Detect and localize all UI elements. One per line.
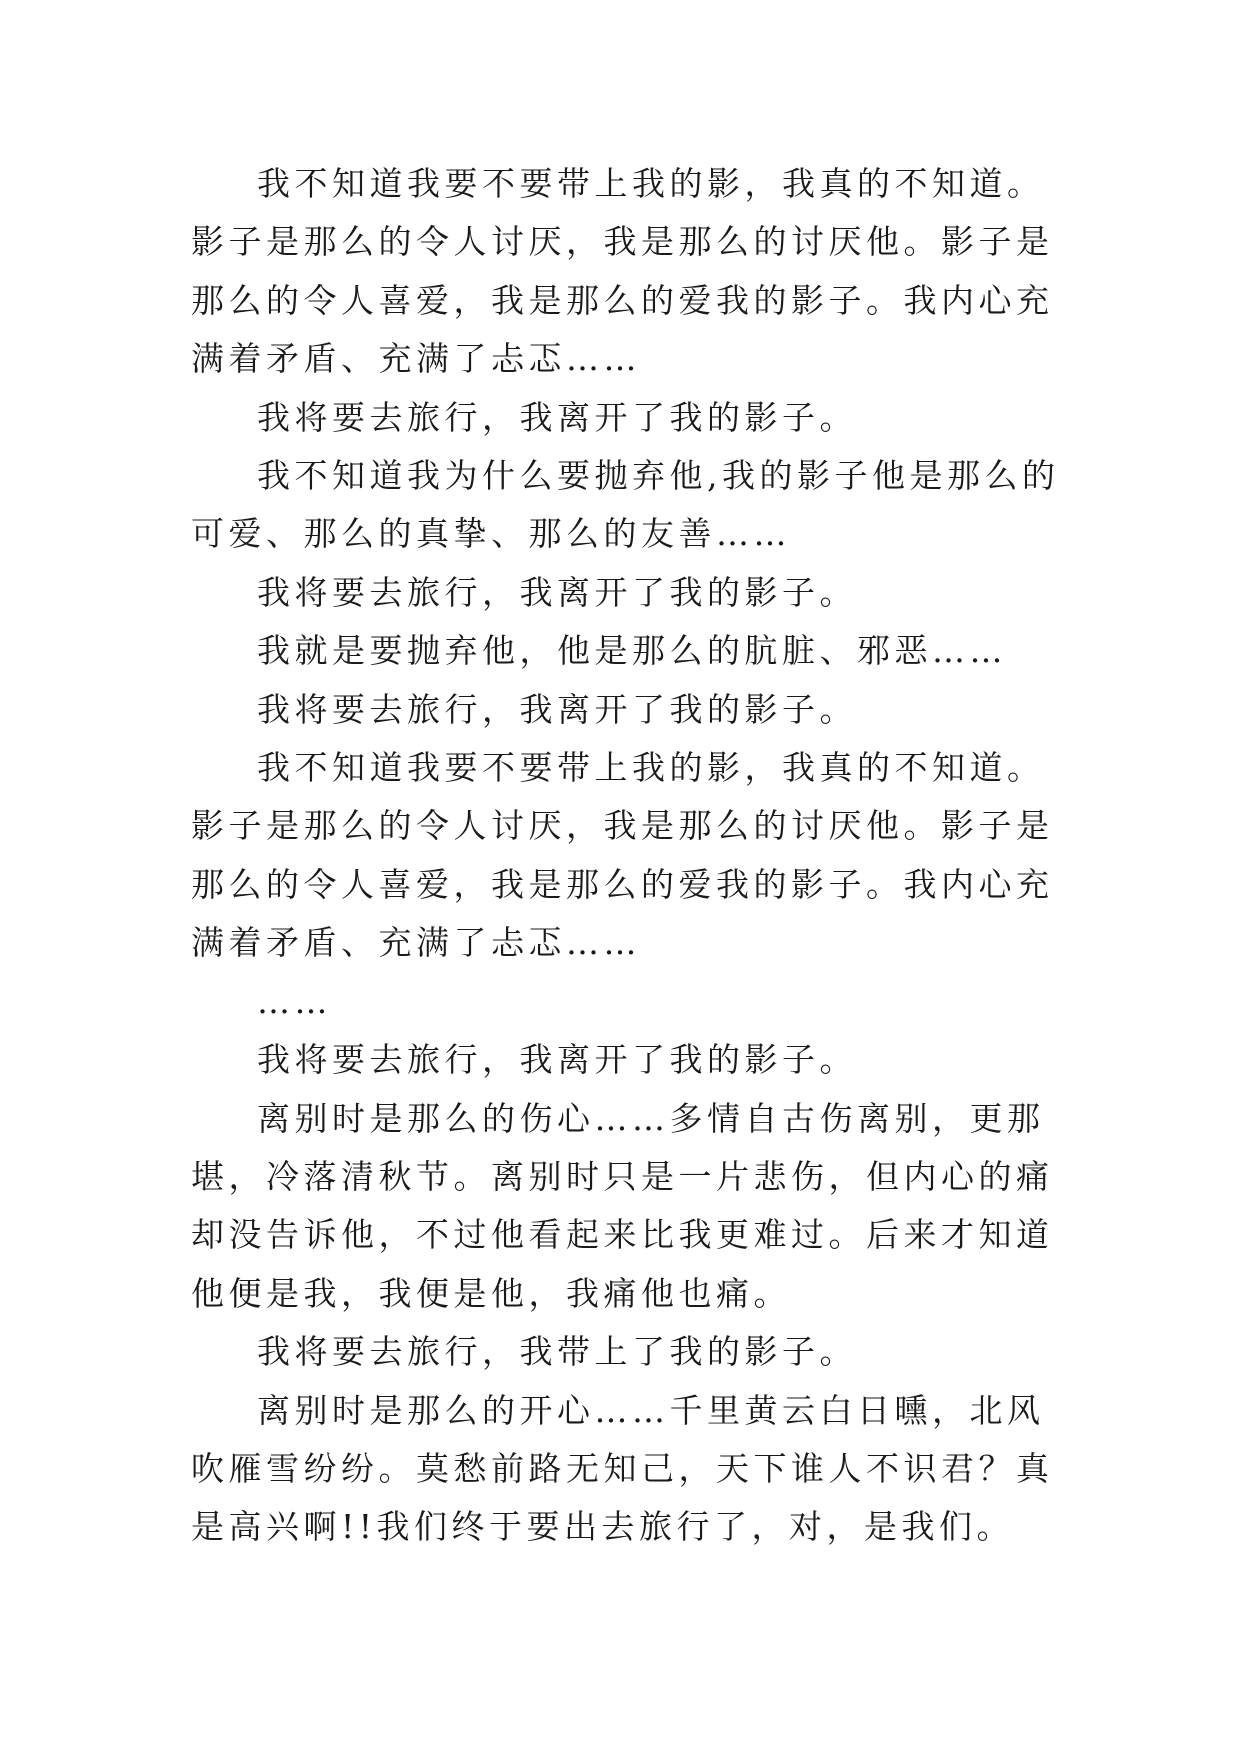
paragraph: 我将要去旅行，我离开了我的影子。 [257,1040,857,1080]
document-body [191,155,1071,1557]
paragraph: 我就是要抛弃他，他是那么的肮脏、邪恶…… [257,631,1007,671]
paragraph: 离别时是那么的伤心……多情自古伤离别，更那堪，冷落清秋节。离别时只是一片悲伤，但内心的痛却没告诉他，不过他看起来比我更难过。后来才知道他便是我，我便是他，我痛他也痛。 [191,1098,1054,1313]
paragraph: 我将要去旅行，我离开了我的影子。 [257,572,857,612]
paragraph: 我不知道我要不要带上我的影，我真的不知道。影子是那么的令人讨厌，我是那么的讨厌他。影子是那么的令人喜爱，我是那么的爱我的影子。我内心充满着矛盾、充满了忐忑…… [191,748,1054,963]
paragraph: 我不知道我为什么要抛弃他,我的影子他是那么的可爱、那么的真挚、那么的友善…… [191,456,1060,554]
paragraph: 我将要去旅行，我离开了我的影子。 [257,689,857,729]
paragraph: 我将要去旅行，我带上了我的影子。 [257,1332,857,1372]
paragraph: 离别时是那么的开心……千里黄云白日曛，北风吹雁雪纷纷。莫愁前路无知己，天下谁人不识君？真是高兴啊!!我们终于要出去旅行了，对，是我们。 [191,1390,1054,1547]
paragraph: …… [257,981,332,1021]
paragraph: 我不知道我要不要带上我的影，我真的不知道。影子是那么的令人讨厌，我是那么的讨厌他。影子是那么的令人喜爱，我是那么的爱我的影子。我内心充满着矛盾、充满了忐忑…… [191,164,1054,379]
paragraph: 我将要去旅行，我离开了我的影子。 [257,397,857,437]
